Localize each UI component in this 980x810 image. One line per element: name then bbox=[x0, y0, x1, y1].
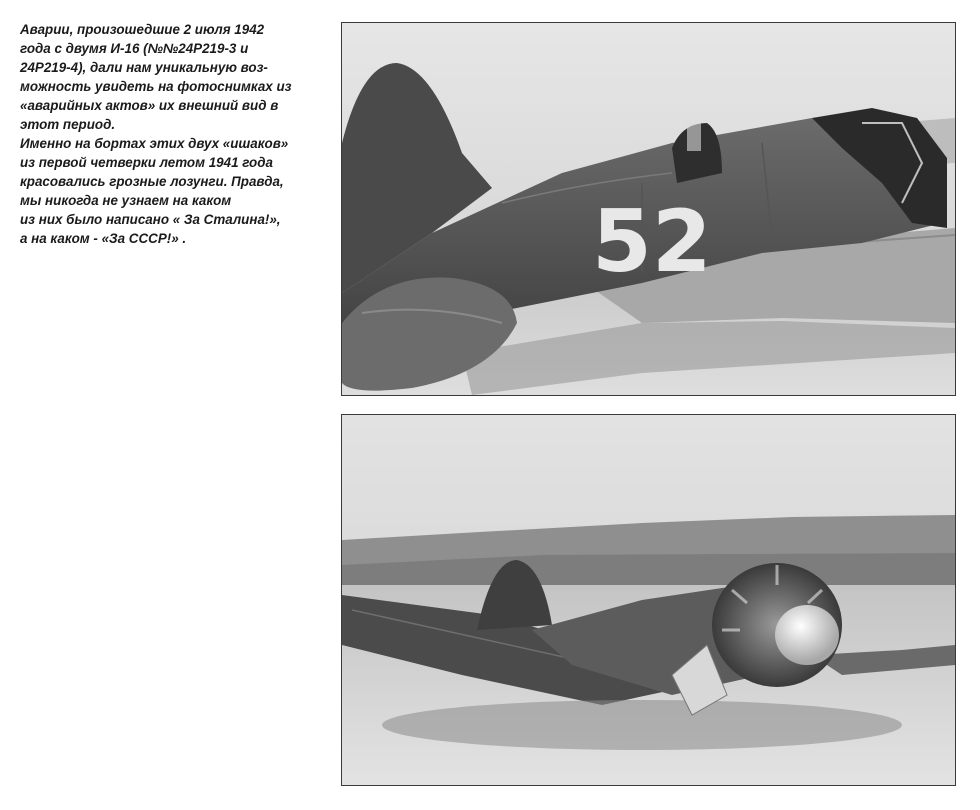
aircraft-photo-bottom bbox=[341, 414, 956, 786]
photo-caption bbox=[20, 20, 324, 248]
aircraft-photo-top bbox=[341, 22, 956, 396]
caption-line: Аварии, произошедшие 2 июля 1942 bbox=[20, 22, 265, 37]
caption-line: из них было написано « За Сталина!», bbox=[20, 212, 281, 227]
caption-line: красовались грозные лозунги. Правда, bbox=[20, 174, 284, 189]
caption-line: мы никогда не узнаем на каком bbox=[20, 193, 232, 208]
aircraft-photo-top-image bbox=[342, 23, 955, 395]
caption-line: 24Р219-4), дали нам уникальную воз- bbox=[20, 60, 268, 75]
aircraft-photo-bottom-image bbox=[342, 415, 955, 785]
caption-line: из первой четверки летом 1941 года bbox=[20, 155, 273, 170]
caption-line: а на каком - «За СССР!» . bbox=[20, 231, 187, 246]
caption-line: Именно на бортах этих двух «ишаков» bbox=[20, 136, 289, 151]
fuselage-number: 52 bbox=[592, 192, 712, 292]
caption-line: года с двумя И-16 (№№24Р219-3 и bbox=[20, 41, 249, 56]
caption-line: этот период. bbox=[20, 117, 116, 132]
caption-line: можность увидеть на фотоснимках из bbox=[20, 79, 292, 94]
caption-line: «аварийных актов» их внешний вид в bbox=[20, 98, 279, 113]
